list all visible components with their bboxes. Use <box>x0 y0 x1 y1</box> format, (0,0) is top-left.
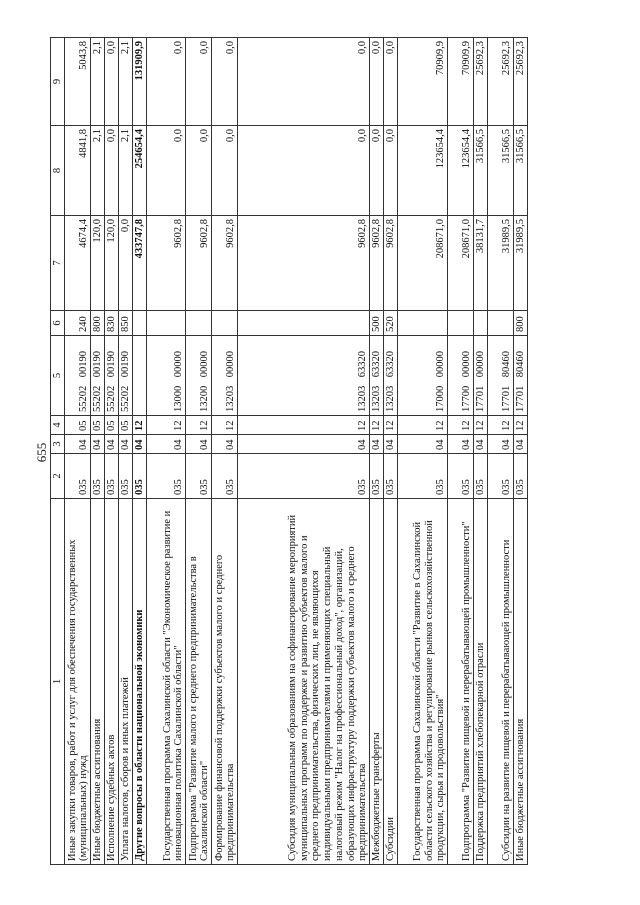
column-header: 8 <box>51 126 65 216</box>
amount-year3: 0,0 <box>147 38 186 126</box>
subsection-code: 05 <box>91 416 105 435</box>
ministry-code: 035 <box>488 454 514 499</box>
ministry-code: 035 <box>105 454 119 499</box>
amount-year1: 9602,8 <box>186 216 212 311</box>
amount-year3: 25692,3 <box>474 38 488 126</box>
section-code: 04 <box>448 435 474 454</box>
table-row <box>147 38 186 865</box>
row-name: Формирование финансовой поддержки субъектов малого и среднего предпринимательства <box>212 499 238 865</box>
row-name: Исполнение судебных актов <box>105 499 119 865</box>
amount-year3: 70909,9 <box>398 38 448 126</box>
amount-year2: 254654,4 <box>133 126 147 216</box>
target-article-code <box>119 336 133 416</box>
target-article-program: 55202 <box>92 385 104 412</box>
row-name: Субсидия муниципальным образованиям на софинансирование мероприятий муниципальных программ по поддержке и развитию субъектов малого и среднего предпринимательства, физических лиц, не являющихся индивидуальными предпринимателями и применяющих специальный налоговый режим "Налог на профессиональный доход", организаций, образующих инфраструктуру поддержки субъектов малого и среднего предпринимательства <box>238 499 370 865</box>
column-header: 5 <box>51 336 65 416</box>
expense-type-code <box>238 311 370 336</box>
ministry-code: 035 <box>448 454 474 499</box>
section-code: 04 <box>91 435 105 454</box>
subsection-code: 12 <box>147 416 186 435</box>
subsection-code: 12 <box>212 416 238 435</box>
row-name: Другие вопросы в области национальной экономики <box>133 499 147 865</box>
header-row <box>51 38 65 865</box>
table-row <box>398 38 448 865</box>
table-row <box>384 38 398 865</box>
subsection-code: 12 <box>514 416 528 435</box>
section-code: 04 <box>105 435 119 454</box>
table-row <box>65 38 91 865</box>
section-code: 04 <box>147 435 186 454</box>
target-article-direction: 80460 <box>515 351 527 378</box>
target-article-code <box>105 336 119 416</box>
table-row <box>514 38 528 865</box>
amount-year1: 120,0 <box>105 216 119 311</box>
target-article-code <box>398 336 448 416</box>
amount-year1: 9602,8 <box>147 216 186 311</box>
amount-year3: 0,0 <box>370 38 384 126</box>
amount-year1: 208671,0 <box>448 216 474 311</box>
ministry-code: 035 <box>65 454 91 499</box>
budget-table <box>50 37 528 865</box>
target-article-program: 17701 <box>475 385 487 412</box>
row-name: Иные бюджетные ассигнования <box>514 499 528 865</box>
amount-year2: 31566,5 <box>514 126 528 216</box>
amount-year1: 208671,0 <box>398 216 448 311</box>
subsection-code: 12 <box>384 416 398 435</box>
row-name: Субсидии <box>384 499 398 865</box>
amount-year3: 0,0 <box>238 38 370 126</box>
target-article-code <box>370 336 384 416</box>
row-name: Иные закупки товаров, работ и услуг для обеспечения государственных (муниципальных) нужд <box>65 499 91 865</box>
subsection-code: 12 <box>398 416 448 435</box>
row-name: Подпрограмма "Развитие пищевой и перерабатывающей промышленности" <box>448 499 474 865</box>
amount-year2: 0,0 <box>105 126 119 216</box>
amount-year2: 0,0 <box>370 126 384 216</box>
target-article-code <box>212 336 238 416</box>
ministry-code: 035 <box>474 454 488 499</box>
ministry-code: 035 <box>514 454 528 499</box>
target-article-direction: 00000 <box>199 351 211 378</box>
table-row <box>474 38 488 865</box>
table-row <box>119 38 133 865</box>
column-header: 9 <box>51 38 65 126</box>
column-header: 4 <box>51 416 65 435</box>
amount-year1: 4674,4 <box>65 216 91 311</box>
ministry-code: 035 <box>212 454 238 499</box>
target-article-program: 55202 <box>106 385 118 412</box>
table-row <box>448 38 474 865</box>
amount-year2: 0,0 <box>186 126 212 216</box>
expense-type-code: 800 <box>514 311 528 336</box>
column-header: 7 <box>51 216 65 311</box>
amount-year2: 0,0 <box>238 126 370 216</box>
amount-year3: 0,0 <box>212 38 238 126</box>
target-article-program: 17701 <box>515 385 527 412</box>
column-header: 2 <box>51 454 65 499</box>
table-row <box>186 38 212 865</box>
subsection-code: 05 <box>65 416 91 435</box>
amount-year3: 2,1 <box>91 38 105 126</box>
amount-year3: 5043,8 <box>65 38 91 126</box>
amount-year2: 123654,4 <box>398 126 448 216</box>
target-article-code <box>384 336 398 416</box>
section-code: 04 <box>133 435 147 454</box>
expense-type-code <box>147 311 186 336</box>
target-article-code <box>488 336 514 416</box>
row-name: Поддержка предприятий хлебопекарной отрасли <box>474 499 488 865</box>
amount-year1: 9602,8 <box>238 216 370 311</box>
target-article-direction: 00000 <box>225 351 237 378</box>
subsection-code: 05 <box>119 416 133 435</box>
expense-type-code <box>212 311 238 336</box>
table-header <box>51 38 65 865</box>
target-article-program: 13203 <box>357 385 369 412</box>
target-article-direction: 00190 <box>106 351 118 378</box>
target-article-direction: 00190 <box>120 351 132 378</box>
amount-year1: 9602,8 <box>370 216 384 311</box>
amount-year3: 131909,9 <box>133 38 147 126</box>
target-article-code <box>238 336 370 416</box>
target-article-program: 13203 <box>225 385 237 412</box>
amount-year2: 0,0 <box>384 126 398 216</box>
target-article-code <box>91 336 105 416</box>
row-name: Уплата налогов, сборов и иных платежей <box>119 499 133 865</box>
expense-type-code: 240 <box>65 311 91 336</box>
amount-year1: 120,0 <box>91 216 105 311</box>
amount-year2: 0,0 <box>212 126 238 216</box>
target-article-program: 17700 <box>461 385 473 412</box>
row-name: Межбюджетные трансферты <box>370 499 384 865</box>
expense-type-code: 850 <box>119 311 133 336</box>
section-code: 04 <box>474 435 488 454</box>
column-header: 3 <box>51 435 65 454</box>
amount-year2: 31566,5 <box>474 126 488 216</box>
row-name: Субсидии на развитие пищевой и перерабатывающей промышленности <box>488 499 514 865</box>
target-article-program: 13000 <box>173 385 185 412</box>
section-code: 04 <box>370 435 384 454</box>
amount-year3: 0,0 <box>384 38 398 126</box>
target-article-code <box>514 336 528 416</box>
amount-year3: 25692,3 <box>514 38 528 126</box>
expense-type-code <box>398 311 448 336</box>
section-code: 04 <box>186 435 212 454</box>
target-article-program: 17701 <box>501 385 513 412</box>
amount-year3: 0,0 <box>105 38 119 126</box>
column-header: 1 <box>51 499 65 865</box>
target-article-code <box>147 336 186 416</box>
subsection-code: 05 <box>105 416 119 435</box>
ministry-code: 035 <box>384 454 398 499</box>
table-row <box>133 38 147 865</box>
ministry-code: 035 <box>186 454 212 499</box>
target-article-code <box>133 336 147 416</box>
amount-year1: 9602,8 <box>384 216 398 311</box>
amount-year2: 2,1 <box>119 126 133 216</box>
target-article-direction: 00000 <box>461 351 473 378</box>
target-article-direction: 63320 <box>371 351 383 378</box>
ministry-code: 035 <box>147 454 186 499</box>
expense-type-code: 830 <box>105 311 119 336</box>
ministry-code: 035 <box>370 454 384 499</box>
row-name: Подпрограмма "Развитие малого и среднего предпринимательства в Сахалинской области" <box>186 499 212 865</box>
amount-year1: 31989,5 <box>488 216 514 311</box>
section-code: 04 <box>488 435 514 454</box>
ministry-code: 035 <box>119 454 133 499</box>
target-article-program: 13200 <box>199 385 211 412</box>
subsection-code: 12 <box>238 416 370 435</box>
table-row <box>105 38 119 865</box>
target-article-direction: 80460 <box>501 351 513 378</box>
ministry-code: 035 <box>238 454 370 499</box>
subsection-code: 12 <box>186 416 212 435</box>
expense-type-code <box>133 311 147 336</box>
column-header: 6 <box>51 311 65 336</box>
expense-type-code <box>488 311 514 336</box>
amount-year3: 2,1 <box>119 38 133 126</box>
target-article-direction: 63320 <box>357 351 369 378</box>
target-article-program: 55202 <box>78 385 90 412</box>
amount-year2: 4841,8 <box>65 126 91 216</box>
target-article-code <box>448 336 474 416</box>
table-row <box>488 38 514 865</box>
target-article-direction: 00000 <box>435 351 447 378</box>
amount-year2: 31566,5 <box>488 126 514 216</box>
target-article-direction: 63320 <box>385 351 397 378</box>
amount-year3: 25692,3 <box>488 38 514 126</box>
table-row <box>238 38 370 865</box>
target-article-direction: 00000 <box>475 351 487 378</box>
target-article-direction: 00190 <box>92 351 104 378</box>
table-row <box>91 38 105 865</box>
target-article-code <box>65 336 91 416</box>
amount-year2: 123654,4 <box>448 126 474 216</box>
subsection-code: 12 <box>133 416 147 435</box>
ministry-code: 035 <box>133 454 147 499</box>
target-article-direction: 00190 <box>78 351 90 378</box>
table-row <box>212 38 238 865</box>
target-article-program: 17000 <box>435 385 447 412</box>
subsection-code: 12 <box>448 416 474 435</box>
amount-year2: 0,0 <box>147 126 186 216</box>
section-code: 04 <box>514 435 528 454</box>
section-code: 04 <box>65 435 91 454</box>
amount-year2: 2,1 <box>91 126 105 216</box>
expense-type-code: 500 <box>370 311 384 336</box>
amount-year1: 0,0 <box>119 216 133 311</box>
section-code: 04 <box>384 435 398 454</box>
amount-year3: 0,0 <box>186 38 212 126</box>
subsection-code: 12 <box>474 416 488 435</box>
expense-type-code: 520 <box>384 311 398 336</box>
row-name: Иные бюджетные ассигнования <box>91 499 105 865</box>
target-article-code <box>474 336 488 416</box>
amount-year1: 9602,8 <box>212 216 238 311</box>
target-article-program: 55202 <box>120 385 132 412</box>
target-article-direction: 00000 <box>173 351 185 378</box>
section-code: 04 <box>398 435 448 454</box>
page-number: 655 <box>34 442 49 463</box>
amount-year1: 433747,8 <box>133 216 147 311</box>
ministry-code: 035 <box>398 454 448 499</box>
target-article-program: 13203 <box>371 385 383 412</box>
section-code: 04 <box>212 435 238 454</box>
table-body <box>65 38 528 865</box>
subsection-code: 12 <box>370 416 384 435</box>
amount-year3: 70909,9 <box>448 38 474 126</box>
expense-type-code: 800 <box>91 311 105 336</box>
expense-type-code <box>474 311 488 336</box>
expense-type-code <box>448 311 474 336</box>
target-article-program: 13203 <box>385 385 397 412</box>
section-code: 04 <box>119 435 133 454</box>
row-name: Государственная программа Сахалинской области "Экономическое развитие и инновационная политика Сахалинской области" <box>147 499 186 865</box>
section-code: 04 <box>238 435 370 454</box>
amount-year1: 38131,7 <box>474 216 488 311</box>
row-name: Государственная программа Сахалинской области "Развитие в Сахалинской области сельского хозяйства и регулирование рынков сельскохозяйственной продукции, сырья и продовольствия" <box>398 499 448 865</box>
table-row <box>370 38 384 865</box>
amount-year1: 31989,5 <box>514 216 528 311</box>
ministry-code: 035 <box>91 454 105 499</box>
subsection-code: 12 <box>488 416 514 435</box>
target-article-code <box>186 336 212 416</box>
expense-type-code <box>186 311 212 336</box>
